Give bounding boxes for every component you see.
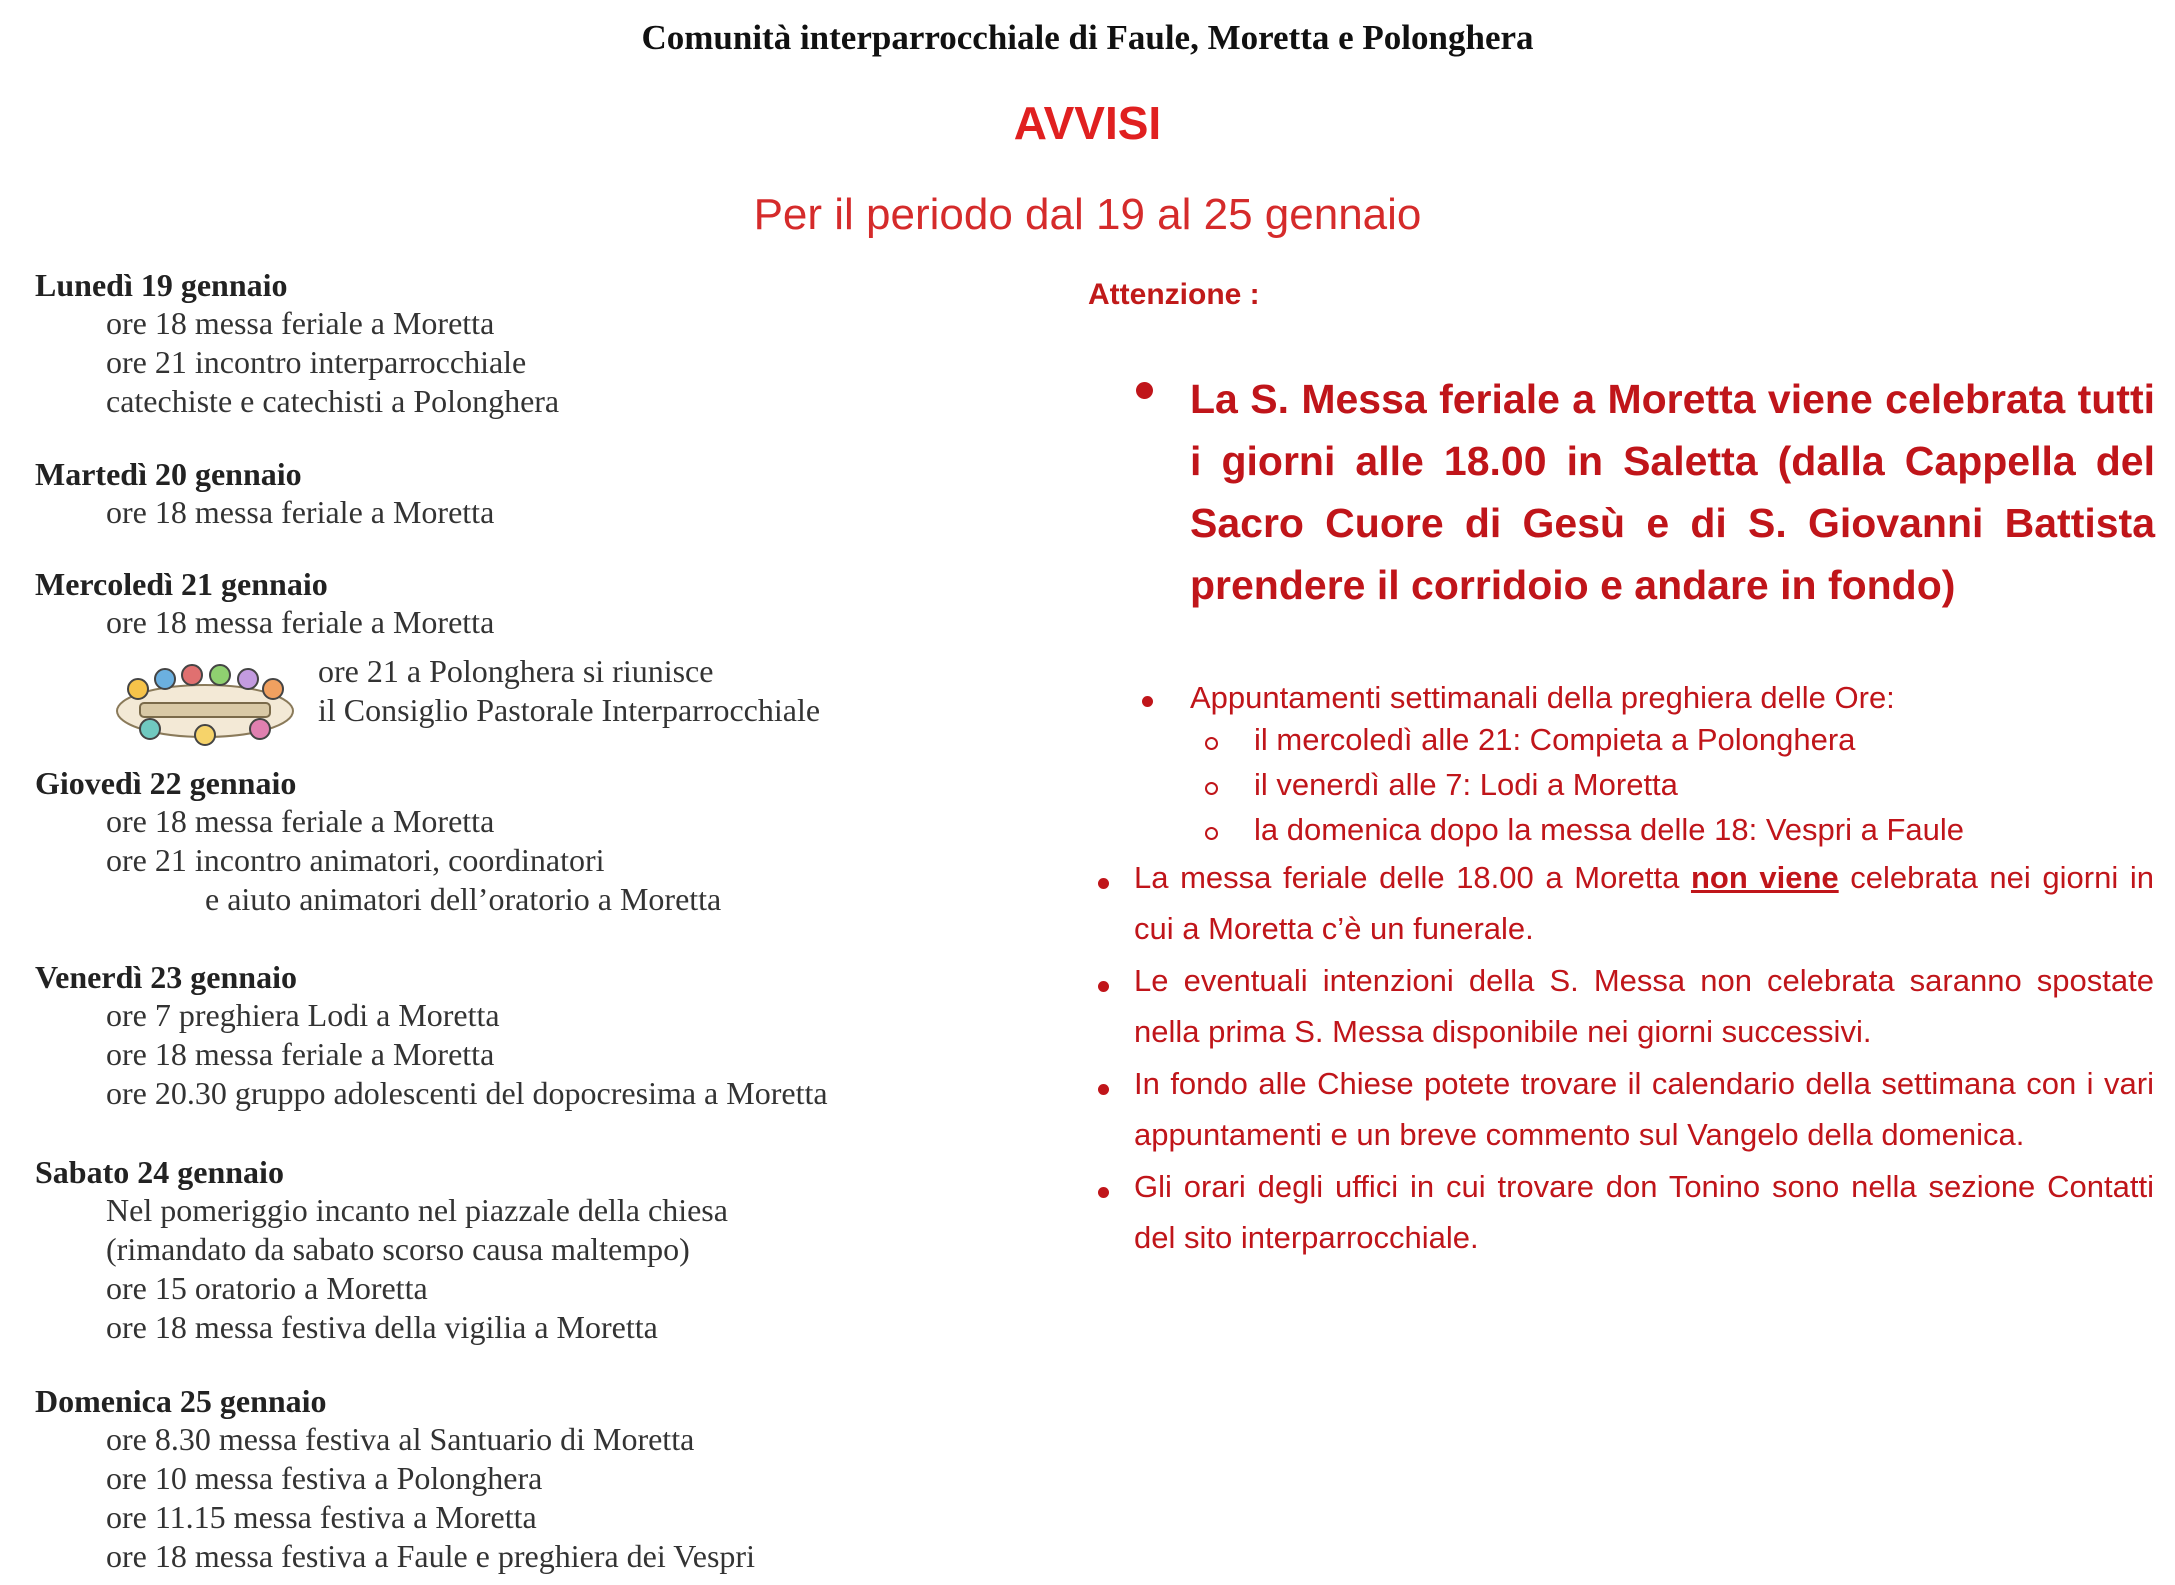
bullet-icon [1098, 1187, 1109, 1198]
appointment-item: il mercoledì alle 21: Compieta a Polonghera [1254, 722, 1856, 757]
event-item: ore 18 messa festiva a Faule e preghiera dei Vespri [106, 1538, 755, 1574]
event-item: e aiuto animatori dell’oratorio a Moretta [205, 881, 722, 917]
funeral-notice-text: celebrata nei giorni in cui a Moretta c’è un funerale. [1134, 860, 2154, 946]
bullet-icon [1098, 878, 1109, 889]
calendar-notice: In fondo alle Chiese potete trovare il calendario della settimana con i vari appuntamenti e un breve commento sul Vangelo della domenica. [1134, 1066, 2154, 1152]
event-item: ore 15 oratorio a Moretta [106, 1270, 428, 1306]
day-title: Lunedì 19 gennaio [35, 267, 288, 303]
bullet-icon [1098, 1084, 1109, 1095]
day-thursday [35, 764, 1035, 919]
appointment-item: la domenica dopo la messa delle 18: Vespri a Faule [1254, 812, 1964, 847]
day-saturday [35, 1153, 1035, 1347]
avvisi-heading: AVVISI [1013, 97, 1162, 149]
day-title: Giovedì 22 gennaio [35, 765, 297, 801]
period-subtitle: Per il periodo dal 19 al 25 gennaio [753, 190, 1422, 239]
event-item: ore 21 incontro interparrocchiale [106, 344, 527, 380]
event-item: ore 21 a Polonghera si riunisce [318, 653, 714, 689]
day-tuesday [35, 455, 1035, 532]
event-item: ore 18 messa feriale a Moretta [106, 604, 495, 640]
council-meeting-illustration [110, 651, 300, 746]
event-item: catechiste e catechisti a Polonghera [106, 383, 560, 419]
funeral-notice-text: La messa feriale delle 18.00 a Moretta [1134, 860, 1691, 895]
community-title: Comunità interparrocchiale di Faule, Moretta e Polonghera [641, 18, 1534, 57]
day-friday [35, 958, 1035, 1113]
main-notice: La S. Messa feriale a Moretta viene celebrata tutti i giorni alle 18.00 in Saletta (dalla Cappella del Sacro Cuore di Gesù e di S. Giovanni Battista prendere il corridoio e andare in fondo) [1190, 376, 2155, 608]
circle-bullet-icon [1205, 827, 1218, 840]
event-item: Nel pomeriggio incanto nel piazzale della chiesa [106, 1192, 728, 1228]
day-title: Martedì 20 gennaio [35, 456, 302, 492]
appointment-item: il venerdì alle 7: Lodi a Moretta [1254, 767, 1678, 802]
event-item: ore 8.30 messa festiva al Santuario di Moretta [106, 1421, 695, 1457]
day-title: Domenica 25 gennaio [35, 1383, 327, 1419]
funeral-notice [1134, 852, 2154, 954]
event-item: ore 18 messa festiva della vigilia a Moretta [106, 1309, 658, 1345]
event-item: ore 20.30 gruppo adolescenti del dopocresima a Moretta [106, 1075, 828, 1111]
event-item: ore 18 messa feriale a Moretta [106, 1036, 495, 1072]
bullet-icon [1136, 382, 1153, 399]
event-item: ore 18 messa feriale a Moretta [106, 494, 495, 530]
intentions-notice: Le eventuali intenzioni della S. Messa non celebrata saranno spostate nella prima S. Messa disponibile nei giorni successivi. [1134, 963, 2154, 1049]
emphasis-text: non viene [1690, 860, 1839, 895]
attention-label: Attenzione : [1088, 278, 1260, 311]
event-item: il Consiglio Pastorale Interparrocchiale [318, 692, 821, 728]
day-title: Venerdì 23 gennaio [35, 959, 297, 995]
event-item: ore 11.15 messa festiva a Moretta [106, 1499, 537, 1535]
circle-bullet-icon [1205, 737, 1218, 750]
circle-bullet-icon [1205, 782, 1218, 795]
offices-notice: Gli orari degli uffici in cui trovare don Tonino sono nella sezione Contatti del sito interparrocchiale. [1134, 1169, 2154, 1255]
day-sunday [35, 1382, 1035, 1576]
bullet-icon [1142, 696, 1153, 707]
event-item: ore 18 messa feriale a Moretta [106, 803, 495, 839]
day-title: Sabato 24 gennaio [35, 1154, 284, 1190]
day-monday [35, 266, 1035, 421]
event-item: ore 18 messa feriale a Moretta [106, 305, 495, 341]
event-item: ore 10 messa festiva a Polonghera [106, 1460, 543, 1496]
event-item: ore 7 preghiera Lodi a Moretta [106, 997, 500, 1033]
appointments-title: Appuntamenti settimanali della preghiera delle Ore: [1190, 680, 1895, 715]
event-item: ore 21 incontro animatori, coordinatori [106, 842, 605, 878]
event-item: (rimandato da sabato scorso causa maltempo) [106, 1231, 690, 1267]
day-wednesday [35, 565, 1035, 730]
bullet-icon [1098, 981, 1109, 992]
day-title: Mercoledì 21 gennaio [35, 566, 328, 602]
